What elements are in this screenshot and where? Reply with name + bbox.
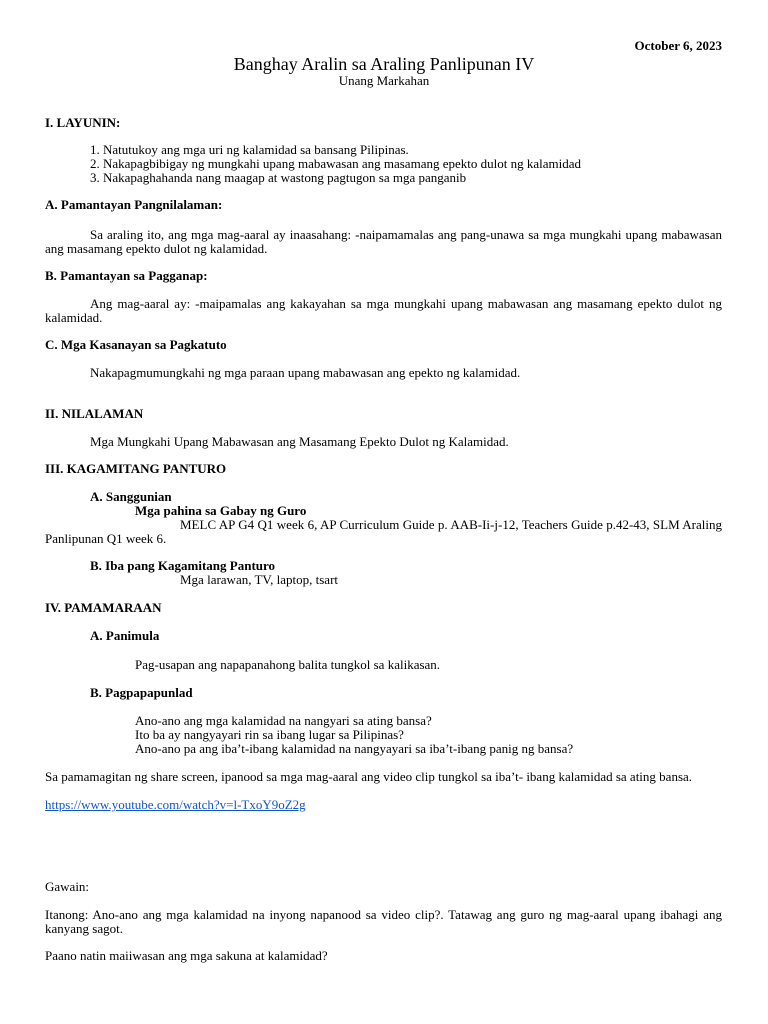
iba-pang-kagamitan-heading: B. Iba pang Kagamitang Panturo	[90, 558, 276, 573]
sanggunian-heading: A. Sanggunian	[90, 489, 172, 504]
pamantayan-pagganap-heading: B. Pamantayan sa Pagganap:	[45, 268, 208, 283]
share-screen-text: Sa pamamagitan ng share screen, ipanood sa mga mag-aaral ang video clip tungkol sa iba’t- ibang kalamidad sa ating bansa.	[45, 769, 693, 784]
document-title: Banghay Aralin sa Araling Panlipunan IV	[233, 54, 535, 74]
layunin-heading: I. LAYUNIN:	[45, 115, 121, 130]
document-subtitle: Unang Markahan	[338, 73, 430, 88]
panimula-text: Pag-usapan ang napapanahong balita tungkol sa kalikasan.	[135, 657, 441, 672]
pamantayan-pangnilalaman-text: Sa araling ito, ang mga mag-aaral ay inaasahang: -naipamamalas ang pang-unawa sa mga mungkahi upang mabawasan ang masamang epekto dulot ng kalamidad.	[45, 227, 722, 256]
kasanayan-heading: C. Mga Kasanayan sa Pagkatuto	[45, 337, 227, 352]
iba-pang-kagamitan-text: Mga larawan, TV, laptop, tsart	[180, 572, 339, 587]
pagpapaunlad-question-3: Ano-ano pa ang iba’t-ibang kalamidad na nangyayari sa iba’t-ibang panig ng bansa?	[135, 741, 574, 756]
pagpapaunlad-question-2: Ito ba ay nangyayari rin sa ibang lugar sa Pilipinas?	[135, 727, 404, 742]
layunin-item-2: 2. Nakapagbibigay ng mungkahi upang mabawasan ang masamang epekto dulot ng kalamidad	[90, 156, 581, 171]
pamantayan-pangnilalaman-heading: A. Pamantayan Pangnilalaman:	[45, 197, 223, 212]
pagpapaunlad-question-1: Ano-ano ang mga kalamidad na nangyari sa ating bansa?	[135, 713, 432, 728]
nilalaman-text: Mga Mungkahi Upang Mabawasan ang Masamang Epekto Dulot ng Kalamidad.	[90, 434, 509, 449]
kasanayan-text: Nakapagmumungkahi ng mga paraan upang mabawasan ang epekto ng kalamidad.	[90, 365, 521, 380]
layunin-item-1: 1. Natutukoy ang mga uri ng kalamidad sa bansang Pilipinas.	[90, 142, 409, 157]
document-date: October 6, 2023	[634, 38, 722, 53]
panimula-heading: A. Panimula	[90, 628, 160, 643]
gabay-text: MELC AP G4 Q1 week 6, AP Curriculum Guide p. AAB-Ii-j-12, Teachers Guide p.42-43, SLM Araling Panlipunan Q1 week 6.	[45, 517, 722, 546]
nilalaman-heading: II. NILALAMAN	[45, 406, 144, 421]
gawain-label: Gawain:	[45, 879, 90, 894]
pagpapaunlad-heading: B. Pagpapapunlad	[90, 685, 193, 700]
gawain-question: Paano natin maiiwasan ang mga sakuna at kalamidad?	[45, 948, 328, 963]
itanong-text: Itanong: Ano-ano ang mga kalamidad na inyong napanood sa video clip?. Tatawag ang guro ng mag-aaral upang ibahagi ang kanyang sagot.	[45, 907, 722, 936]
youtube-link[interactable]: https://www.youtube.com/watch?v=l-TxoY9oZ2g	[45, 797, 306, 812]
pamamaraan-heading: IV. PAMAMARAAN	[45, 600, 162, 615]
pamantayan-pagganap-text: Ang mag-aaral ay: -maipamalas ang kakayahan sa mga mungkahi upang mabawasan ang masamang epekto dulot ng kalamidad.	[45, 296, 722, 325]
kagamitan-heading: III. KAGAMITANG PANTURO	[45, 461, 227, 476]
layunin-item-3: 3. Nakapaghahanda nang maagap at wastong pagtugon sa mga panganib	[90, 170, 467, 185]
gabay-heading: Mga pahina sa Gabay ng Guro	[135, 503, 307, 518]
